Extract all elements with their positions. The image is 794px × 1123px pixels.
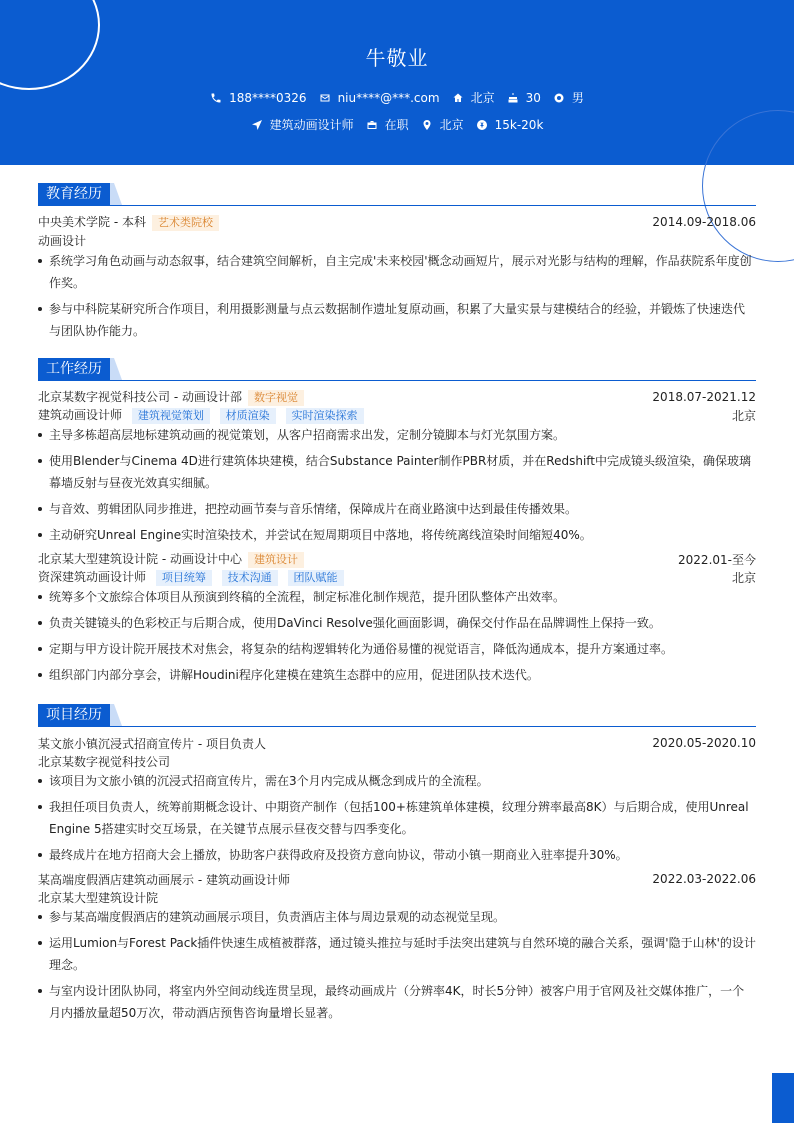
age-info: 30: [507, 91, 541, 105]
job-city: 北京: [731, 408, 756, 423]
list-item: 主导多栋超高层地标建筑动画的视觉策划，从客户招商需求出发，定制分镜脚本与灯光氛围方案。: [38, 424, 756, 446]
briefcase-icon: [366, 119, 378, 131]
home-info: 北京: [452, 89, 495, 106]
project-name: 某高端度假酒店建筑动画展示 - 建筑动画设计师: [38, 872, 290, 887]
list-item: 主动研究Unreal Engine实时渲染技术，并尝试在短周期项目中落地，将传统离线渲染时间缩短40%。: [38, 524, 756, 546]
phone-icon: [210, 92, 222, 104]
project-entry: [38, 870, 756, 1024]
list-item: 我担任项目负责人，统筹前期概念设计、中期资产制作（包括100+栋建筑单体建模，纹理分辨率最高8K）与后期合成，使用Unreal Engine 5搭建实时交互场景，在关键节点展示昼夜交替与四季变化。: [38, 796, 756, 840]
project-name: 某文旅小镇沉浸式招商宣传片 - 项目负责人: [38, 736, 266, 751]
skill-tag: 团队赋能: [288, 570, 344, 586]
job-intent-row: [0, 116, 794, 133]
job-city: 北京: [731, 570, 756, 585]
project-entry: [38, 734, 756, 866]
section-title: 教育经历: [38, 183, 756, 206]
company-tag: 建筑设计: [248, 552, 304, 568]
list-item: 参与某高端度假酒店的建筑动画展示项目，负责酒店主体与周边景观的动态视觉呈现。: [38, 906, 756, 928]
resume-header: [0, 0, 794, 165]
salary-info: 15k-20k: [476, 118, 544, 132]
gender-icon: [553, 92, 565, 104]
job-role: 资深建筑动画设计师: [38, 570, 147, 584]
list-item: 使用Blender与Cinema 4D进行建筑体块建模，结合Substance Painter制作PBR材质，并在Redshift中完成镜头级渲染，确保玻璃幕墙反射与昼夜光效真实细腻。: [38, 450, 756, 494]
education-section: [38, 183, 756, 346]
school-tag: 艺术类院校: [152, 215, 219, 231]
mail-icon: [319, 92, 331, 104]
skill-tag: 建筑视觉策划: [132, 408, 210, 424]
send-icon: [251, 119, 263, 131]
status-info: 在职: [366, 116, 409, 133]
skill-tag: 技术沟通: [222, 570, 278, 586]
company-name: 北京某数字视觉科技公司 - 动画设计部: [38, 390, 242, 404]
email-info: niu****@***.com: [319, 91, 440, 105]
cake-icon: [507, 92, 519, 104]
home-icon: [452, 92, 464, 104]
candidate-name: 牛敬业: [365, 46, 429, 70]
job-date: 2018.07-2021.12: [652, 390, 756, 404]
list-item: 最终成片在地方招商大会上播放，协助客户获得政府及投资方意向协议，带动小镇一期商业入驻率提升30%。: [38, 844, 756, 866]
work-section: [38, 358, 756, 690]
list-item: 负责关键镜头的色彩校正与后期合成，使用DaVinci Resolve强化画面影调，确保交付作品在品牌调性上保持一致。: [38, 612, 756, 634]
project-bullets: [38, 770, 756, 866]
list-item: 与音效、剪辑团队同步推进，把控动画节奏与音乐情绪，保障成片在商业路演中达到最佳传播效果。: [38, 498, 756, 520]
skill-tag: 实时渲染探索: [286, 408, 364, 424]
project-date: 2020.05-2020.10: [652, 736, 756, 750]
company-tag: 数字视觉: [248, 390, 304, 406]
list-item: 该项目为文旅小镇的沉浸式招商宣传片，需在3个月内完成从概念到成片的全流程。: [38, 770, 756, 792]
section-title: 工作经历: [38, 358, 756, 381]
list-item: 参与中科院某研究所合作项目，利用摄影测量与点云数据制作遗址复原动画，积累了大量实景与建模结合的经验，并锻炼了快速迭代与团队协作能力。: [38, 298, 756, 342]
job-entry: [38, 550, 756, 686]
location-icon: [421, 119, 433, 131]
job-bullets: [38, 424, 756, 546]
contact-row: [0, 89, 794, 106]
project-bullets: [38, 906, 756, 1024]
city-info: 北京: [421, 116, 464, 133]
education-entry-head: [38, 213, 756, 231]
skill-tag: 材质渲染: [220, 408, 276, 424]
job-role: 建筑动画设计师: [38, 408, 123, 422]
phone-info: 188****0326: [210, 91, 306, 105]
job-date: 2022.01-至今: [678, 552, 756, 567]
school-name: 中央美术学院 - 本科: [38, 215, 146, 229]
education-date: 2014.09-2018.06: [652, 215, 756, 229]
section-title: 项目经历: [38, 704, 756, 727]
job-bullets: [38, 586, 756, 686]
list-item: 与室内设计团队协同，将室内外空间动线连贯呈现，最终动画成片（分辨率4K，时长5分钟）被客户用于官网及社交媒体推广，一个月内播放量超50万次，带动酒店预售咨询量增长显著。: [38, 980, 756, 1024]
company-name: 北京某大型建筑设计院 - 动画设计中心: [38, 552, 242, 566]
list-item: 定期与甲方设计院开展技术对焦会，将复杂的结构逻辑转化为通俗易懂的视觉语言，降低沟通成本，提升方案通过率。: [38, 638, 756, 660]
decorative-bar: [772, 1073, 794, 1123]
list-item: 系统学习角色动画与动态叙事，结合建筑空间解析，自主完成'未来校园'概念动画短片，展示对光影与结构的理解，作品获院系年度创作奖。: [38, 250, 756, 294]
list-item: 统筹多个文旅综合体项目从预演到终稿的全流程，制定标准化制作规范，提升团队整体产出效率。: [38, 586, 756, 608]
position-info: 建筑动画设计师: [251, 116, 354, 133]
major: 动画设计: [38, 233, 87, 248]
list-item: 组织部门内部分享会，讲解Houdini程序化建模在建筑生态群中的应用，促进团队技术迭代。: [38, 664, 756, 686]
salary-icon: [476, 119, 488, 131]
list-item: 运用Lumion与Forest Pack插件快速生成植被群落，通过镜头推拉与延时手法突出建筑与自然环境的融合关系，强调'隐于山林'的设计理念。: [38, 932, 756, 976]
project-org: 北京某数字视觉科技公司: [38, 754, 171, 769]
skill-tag: 项目统筹: [156, 570, 212, 586]
project-date: 2022.03-2022.06: [652, 872, 756, 886]
job-entry: [38, 388, 756, 546]
project-org: 北京某大型建筑设计院: [38, 890, 159, 905]
education-bullets: [38, 250, 756, 342]
projects-section: [38, 704, 756, 1028]
gender-info: 男: [553, 89, 584, 106]
